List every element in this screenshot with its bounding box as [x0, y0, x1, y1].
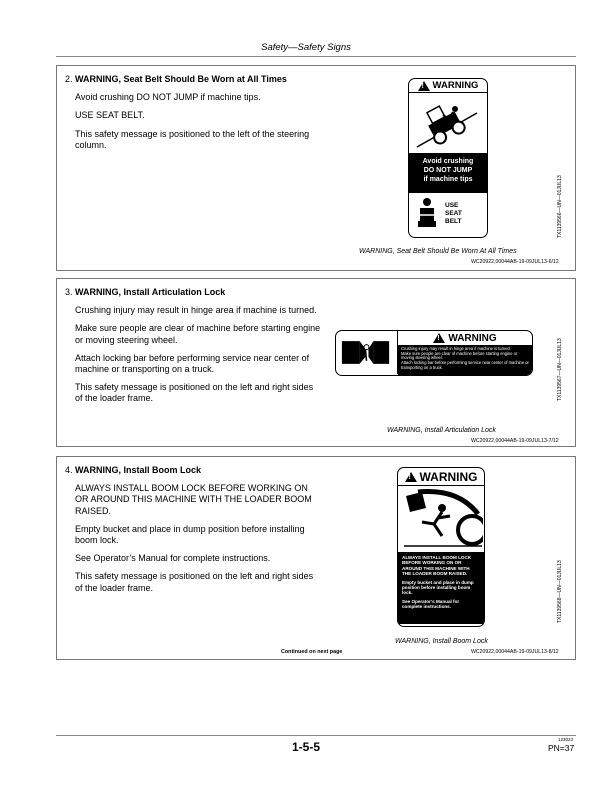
paragraph: Crushing injury may result in hinge area if machine is turned.: [75, 305, 317, 316]
paragraph: This safety message is positioned to the left of the steering column.: [75, 128, 310, 150]
seated-operator-icon: [415, 197, 439, 231]
warning-message-panel: Avoid crushing DO NOT JUMP if machine tips: [409, 153, 487, 193]
header-rule: [56, 56, 576, 57]
footer-rule: [56, 735, 576, 736]
warning-label-seat-belt: [408, 78, 488, 238]
paragraph: Make sure people are clear of machine before starting engine or moving steering wheel.: [75, 323, 321, 345]
section-title: 4. WARNING, Install Boom Lock: [65, 465, 202, 475]
warning-message-panel: Crushing injury may result in hinge area if machine is turned. Make sure people are clear of machine before starting engine or moving steering wheel. Attach locking bar before performing service near center of machine or transporting on a truck.: [398, 345, 532, 375]
paragraph: This safety message is positioned on the left and right sides of the loader frame.: [75, 571, 314, 593]
section-boom-lock: [56, 456, 576, 660]
section-text: [65, 287, 323, 412]
use-seat-belt-text: USE SEAT BELT: [445, 202, 462, 225]
warning-label-articulation: [335, 330, 533, 376]
figure-id: TX1139566—UN—01JUL13: [557, 175, 563, 238]
page-header-title: Safety—Safety Signs: [261, 42, 351, 53]
paragraph: Avoid crushing DO NOT JUMP if machine tips.: [75, 92, 261, 103]
section-text: [65, 74, 323, 158]
warning-triangle-icon: !: [418, 81, 430, 91]
warning-heading: ! WARNING: [398, 331, 532, 345]
warning-triangle-icon: !: [405, 472, 417, 482]
continued-note: Continued on next page: [281, 649, 343, 655]
figure-id: TX1139568—UN—01JUL13: [557, 560, 563, 623]
warning-label-boom-lock: [397, 467, 485, 627]
figure-caption: WARNING, Install Articulation Lock: [387, 427, 496, 434]
section-articulation-lock: [56, 278, 576, 447]
figure-caption: WARNING, Seat Belt Should Be Worn At All Times: [359, 248, 517, 255]
warning-heading: ! WARNING: [409, 79, 487, 93]
warning-message-panel: ALWAYS INSTALL BOOM LOCK BEFORE WORKING ON OR AROUND THIS MACHINE WITH THE LOADER BOOM RAISED. Empty bucket and place in dump position before installing boom lock. See Operator’s Manual for complete instructions.: [398, 552, 484, 624]
figure-caption: WARNING, Install Boom Lock: [395, 638, 488, 645]
reference-code: WC20922,00044AB-19-09JUL13-8/12: [471, 649, 559, 655]
boom-crush-icon: [398, 486, 483, 552]
paragraph: Empty bucket and place in dump position before installing boom lock.: [75, 523, 305, 546]
section-text: [65, 465, 323, 601]
warning-triangle-icon: !: [433, 333, 445, 343]
figure-id: TX1139567—UN—01JUL13: [557, 338, 563, 401]
paragraph: See Operator’s Manual for complete instructions.: [75, 553, 271, 564]
page-number: 1-5-5: [291, 740, 320, 754]
paragraph: Attach locking bar before performing service near center of machine or transporting on a truck.: [75, 352, 310, 375]
section-seat-belt: [56, 65, 576, 271]
tipping-machine-icon: [409, 93, 486, 153]
footer-small-code: 123023: [558, 737, 574, 742]
reference-code: WC20922,00044AB-19-09JUL13-7/12: [471, 438, 559, 444]
pinch-point-icon: [336, 331, 398, 374]
paragraph: This safety message is positioned on the left and right sides of the loader frame.: [75, 382, 314, 404]
page-pn: PN=37: [548, 743, 575, 753]
paragraph: ALWAYS INSTALL BOOM LOCK BEFORE WORKING ON OR AROUND THIS MACHINE WITH THE LOADER BOOM RAISED.: [75, 483, 312, 516]
reference-code: WC20922,00044AB-19-09JUL13-6/12: [471, 259, 559, 265]
use-seat-belt-row: [409, 193, 487, 235]
paragraph: USE SEAT BELT.: [75, 110, 145, 121]
section-title: 3. WARNING, Install Articulation Lock: [65, 287, 226, 297]
warning-label-body: [398, 331, 532, 375]
warning-heading: ! WARNING: [398, 468, 484, 486]
section-title: 2. WARNING, Seat Belt Should Be Worn at All Times: [65, 74, 287, 84]
